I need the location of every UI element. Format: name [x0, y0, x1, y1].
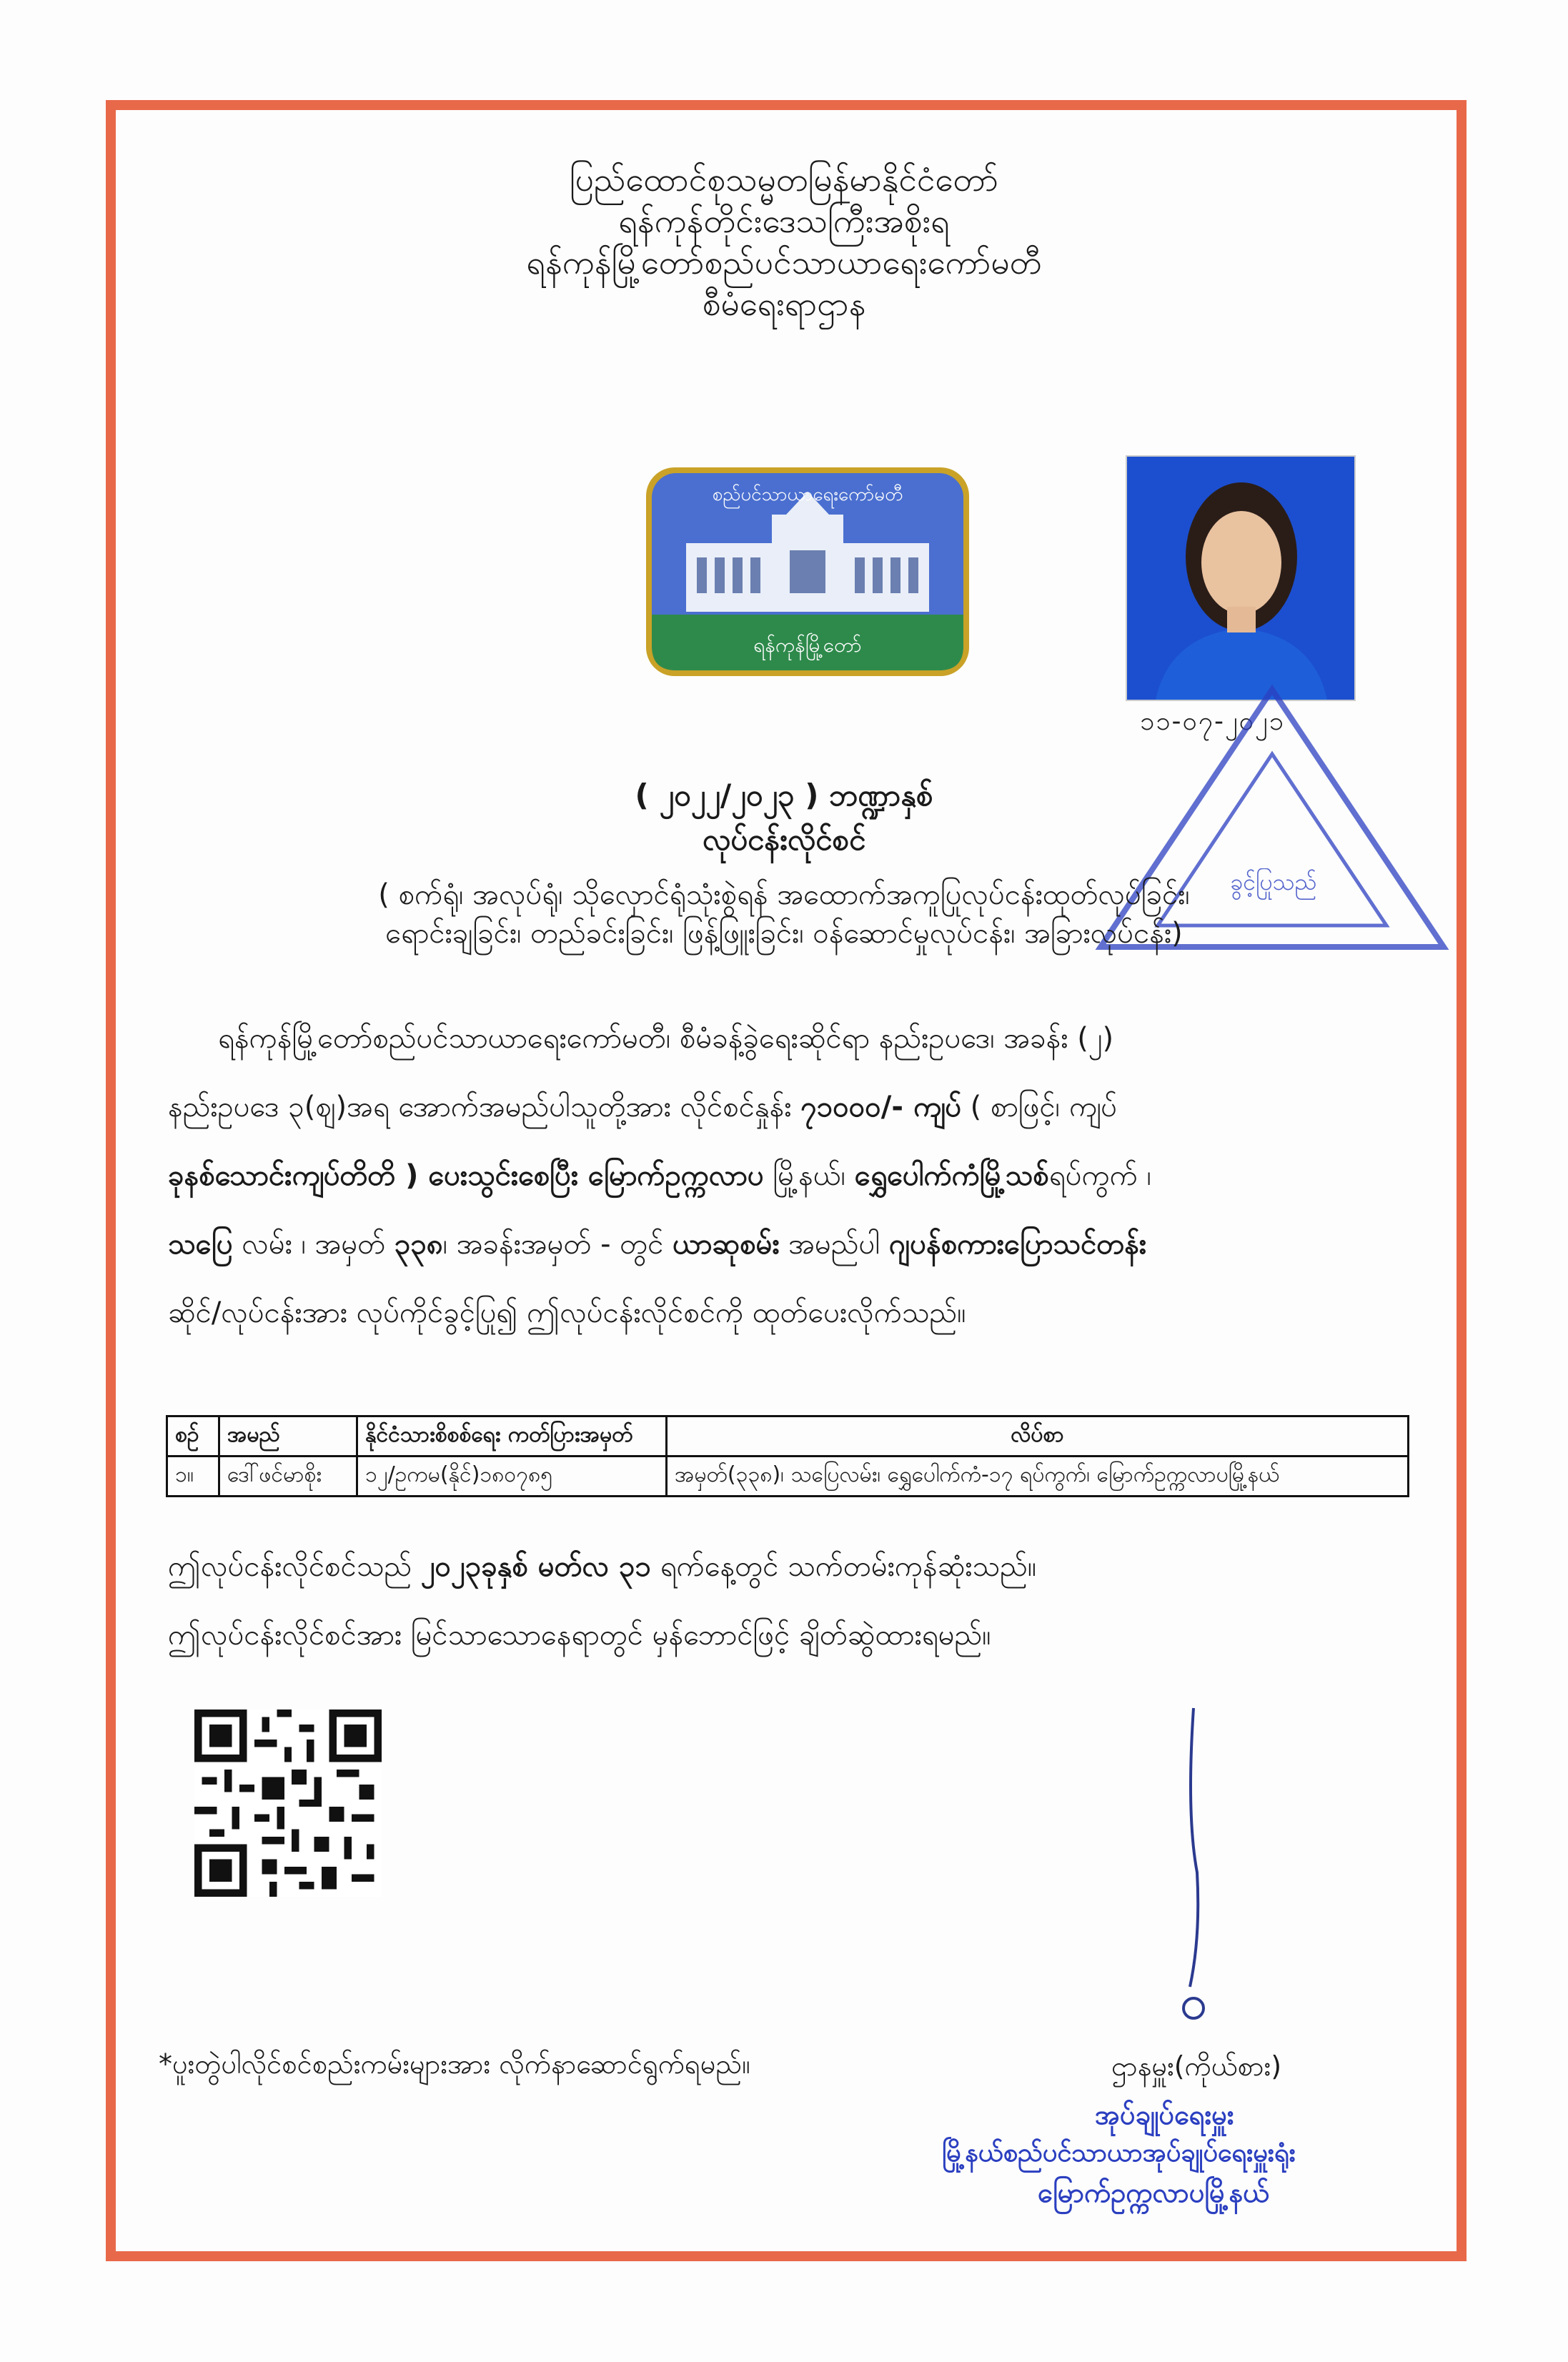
logo-top-text: စည်ပင်သာယာရေးကော်မတီ [712, 484, 903, 505]
expiry-line: ဤလုပ်ငန်းလိုင်စင်သည် ၂၀၂၃ခုနှစ် မတ်လ ၃၁ ရက်နေ့တွင် သက်တမ်းကုန်ဆုံးသည်။ [168, 1550, 1036, 1583]
fee-in-words: ခုနစ်သောင်းကျပ်တိတိ ) [168, 1159, 429, 1192]
officer-title: အုပ်ချုပ်ရေးမှူး [1095, 2099, 1234, 2130]
township-name: မြောက်ဥက္ကလာပမြို့နယ် [1038, 2177, 1269, 2208]
header-department: စီမံရေးရာဌာန [702, 284, 866, 323]
table-row [167, 1457, 1409, 1497]
cell-name: ဒေါ်ဖင်မာစိုး [219, 1457, 357, 1497]
dept-head-label: ဌာနမှူး(ကိုယ်စား) [1111, 2050, 1282, 2082]
body-line-4: သပြေ လမ်း ၊ အမှတ် ၃၃၈၊ အခန်းအမှတ် - တွင် ယာဆုစမ်း အမည်ပါ ဂျပန်စကားပြောသင်တန်း [168, 1228, 1147, 1261]
license-desc-2: ရောင်းချခြင်း၊ တည်ခင်းခြင်း၊ ဖြန့်ဖြူးခြင်း၊ ဝန်ဆောင်မှုလုပ်ငန်း၊ အခြားလုပ်ငန်း) [385, 917, 1183, 950]
street-name: သပြေ [168, 1228, 233, 1261]
stamp-text: ခွင့်ပြုသည် [1230, 868, 1317, 895]
col-nrc: နိုင်ငံသားစိစစ်ရေး ကတ်ပြားအမှတ် [357, 1416, 667, 1457]
cell-nrc: ၁၂/ဥကမ(နိုင်)၁၈၀၇၈၅ [357, 1457, 667, 1497]
col-no: စဉ် [167, 1416, 219, 1457]
cell-no: ၁။ [167, 1457, 219, 1497]
house-number: ၃၃၈ [394, 1228, 443, 1261]
ward-name: ရွှေပေါက်ကံမြို့သစ် [854, 1159, 1049, 1192]
footnote: *ပူးတွဲပါလိုင်စင်စည်းကမ်းများအား လိုက်နာဆောင်ရွက်ရမည်။ [159, 2048, 750, 2080]
licensee-table [166, 1415, 1409, 1497]
cell-address: အမှတ်(၃၃၈)၊ သပြေလမ်း၊ ရွှေပေါက်ကံ-၁၇ ရပ်ကွက်၊ မြောက်ဥက္ကလာပမြို့နယ် [667, 1457, 1409, 1497]
body-line-2: နည်းဥပဒေ ၃(ဈ)အရ အောက်အမည်ပါသူတို့အား လိုင်စင်နှုန်း ၇၁၀၀၀/- ကျပ် ( စာဖြင့်၊ ကျပ် [168, 1091, 1117, 1123]
office-name: မြို့နယ်စည်ပင်သာယာအုပ်ချုပ်ရေးမှူးရုံး [942, 2138, 1296, 2168]
expiry-date: ၂၀၂၃ခုနှစ် မတ်လ ၃၁ [420, 1550, 651, 1583]
license-desc-1: ( စက်ရုံ၊ အလုပ်ရုံ၊ သိုလှောင်ရုံသုံးစွဲရန် အထောက်အကူပြုလုပ်ငန်းထုတ်လုပ်ခြင်း၊ [378, 878, 1190, 911]
body-line-3: ခုနစ်သောင်းကျပ်တိတိ ) ပေးသွင်းစေပြီး မြောက်ဥက္ကလာပ မြို့နယ်၊ ရွှေပေါက်ကံမြို့သစ်ရပ်ကွက် ၊ [168, 1159, 1151, 1192]
holder-photo [1126, 455, 1356, 701]
license-title: လုပ်ငန်းလိုင်စင် [702, 822, 866, 857]
license-fee: ၇၁၀၀၀/- ကျပ် [800, 1091, 961, 1123]
qr-code [194, 1710, 382, 1897]
signature [1158, 1701, 1344, 2037]
body-line-1: ရန်ကုန်မြို့တော်စည်ပင်သာယာရေးကော်မတီ၊ စီမံခန့်ခွဲရေးဆိုင်ရာ နည်းဥပဒေ၊ အခန်း (၂) [218, 1022, 1114, 1055]
table-header-row [167, 1416, 1409, 1457]
logo-bottom-text: ရန်ကုန်မြို့တော် [753, 633, 862, 657]
col-address: လိပ်စာ [667, 1416, 1409, 1457]
col-name: အမည် [219, 1416, 357, 1457]
header-region: ရန်ကုန်တိုင်းဒေသကြီးအစိုးရ [618, 202, 950, 240]
photo-date: ၁၁-၀၇-၂၀၂၁ [1140, 707, 1285, 736]
business-type: ဂျပန်စကားပြောသင်တန်း [889, 1228, 1147, 1261]
business-name: ယာဆုစမ်း [673, 1228, 780, 1261]
fiscal-year: ( ၂၀၂၂/၂၀၂၃ ) ဘဏ္ဍာနှစ် [635, 778, 933, 813]
display-instruction: ဤလုပ်ငန်းလိုင်စင်အား မြင်သာသောနေရာတွင် မှန်ဘောင်ဖြင့် ချိတ်ဆွဲထားရမည်။ [168, 1619, 991, 1652]
ycdc-logo [643, 465, 972, 679]
body-line-5: ဆိုင်/လုပ်ငန်းအား လုပ်ကိုင်ခွင့်ပြု၍ ဤလုပ်ငန်းလိုင်စင်ကို ထုတ်ပေးလိုက်သည်။ [168, 1296, 966, 1329]
header-committee: ရန်ကုန်မြို့တော်စည်ပင်သာယာရေးကော်မတီ [526, 243, 1042, 282]
header-country: ပြည်ထောင်စုသမ္မတမြန်မာနိုင်ငံတော် [569, 160, 999, 199]
